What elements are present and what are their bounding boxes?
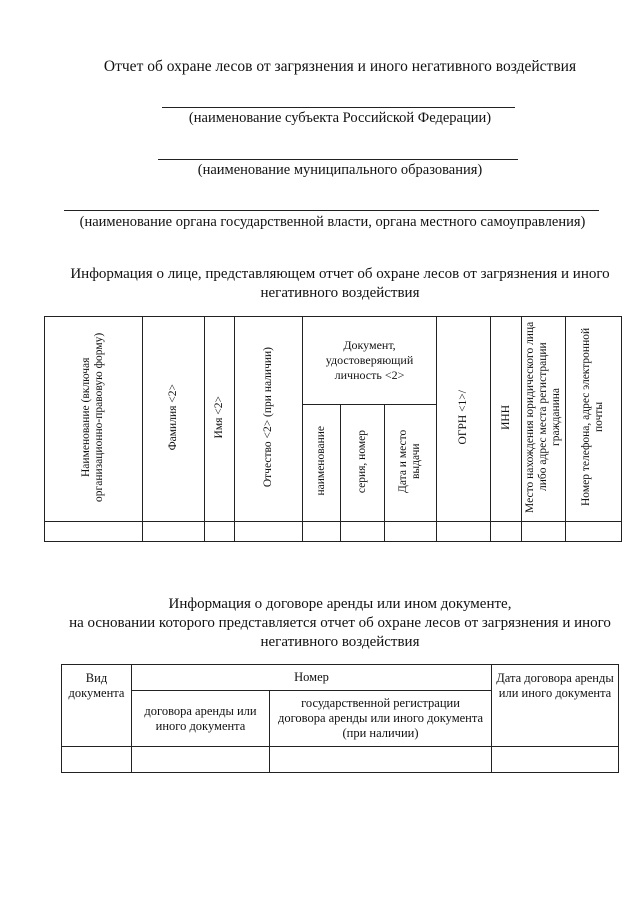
authority-caption: (наименование органа государственной власти, органа местного самоуправления) <box>79 214 586 230</box>
authority-underline <box>64 210 599 211</box>
col-doc-date <box>385 405 437 522</box>
cell-empty[interactable] <box>522 522 566 542</box>
col-name-org <box>45 317 143 522</box>
person-section-heading <box>40 265 640 303</box>
col-surname <box>143 317 205 522</box>
col-doc-series-label: серия, номер <box>356 429 368 493</box>
col-location <box>522 317 566 522</box>
cell-empty[interactable] <box>341 522 385 542</box>
contract-heading-line3: негативного воздействия <box>260 634 420 650</box>
col-number-header <box>132 665 492 691</box>
col-patronymic <box>235 317 303 522</box>
person-heading-line1: Информация о лице, представляющем отчет об охране лесов от загрязнения и иного <box>70 266 610 282</box>
col-number-header-label: Номер <box>294 670 329 684</box>
cell-empty[interactable] <box>45 522 143 542</box>
col-registration-number <box>270 691 492 747</box>
col-contacts <box>566 317 622 522</box>
cell-empty[interactable] <box>143 522 205 542</box>
report-title: Отчет об охране лесов от загрязнения и иного негативного воздействия <box>103 58 577 75</box>
col-doc-name-label: наименование <box>315 426 327 496</box>
contract-heading-line1: Информация о договоре аренды или ином документе, <box>168 596 512 612</box>
col-ogrn <box>437 317 491 522</box>
col-contract-date <box>492 665 619 747</box>
cell-empty[interactable] <box>303 522 341 542</box>
subject-underline <box>162 107 515 108</box>
cell-empty[interactable] <box>270 747 492 773</box>
col-first-name-label: Имя <2> <box>213 395 225 439</box>
municipal-underline <box>158 159 518 160</box>
col-contract-number <box>132 691 270 747</box>
person-info-table <box>44 316 622 542</box>
cell-empty[interactable] <box>566 522 622 542</box>
contract-section-heading <box>40 595 640 652</box>
cell-empty[interactable] <box>385 522 437 542</box>
cell-empty[interactable] <box>235 522 303 542</box>
col-inn-label: ИНН <box>499 404 512 430</box>
contract-info-table <box>61 664 619 773</box>
col-contract-date-label: Дата договора аренды или иного документа <box>496 671 614 700</box>
col-doc-series <box>341 405 385 522</box>
col-doc-name <box>303 405 341 522</box>
cell-empty[interactable] <box>437 522 491 542</box>
col-registration-number-label: государственной регистрации договора аренды или иного документа (при наличии) <box>277 696 484 740</box>
contract-data-row <box>62 747 619 773</box>
col-surname-label: Фамилия <2> <box>167 383 179 451</box>
col-document-header-label: Документ, удостоверяющий личность <2> <box>325 338 414 383</box>
cell-empty[interactable] <box>492 747 619 773</box>
cell-empty[interactable] <box>491 522 522 542</box>
municipal-caption: (наименование муниципального образования) <box>197 162 483 178</box>
subject-caption: (наименование субъекта Российской Федерации) <box>188 110 492 126</box>
col-document-header <box>303 317 437 405</box>
col-patronymic-label: Отчество <2> (при наличии) <box>262 346 274 488</box>
col-first-name <box>205 317 235 522</box>
col-doc-type-label: Вид документа <box>68 671 125 700</box>
cell-empty[interactable] <box>132 747 270 773</box>
col-doc-type <box>62 665 132 747</box>
col-doc-date-label: Дата и место выдачи <box>396 429 422 493</box>
cell-empty[interactable] <box>62 747 132 773</box>
col-location-label: Место нахождения юридического лица либо адрес места регистрации гражданина <box>523 321 562 513</box>
col-contacts-label: Номер телефона, адрес электронной почты <box>579 327 605 507</box>
col-name-org-label: Наименование (включая организационно-правовую форму) <box>79 332 105 502</box>
col-ogrn-label: ОГРН <1>/ <box>457 389 470 445</box>
col-contract-number-label: договора аренды или иного документа <box>144 703 257 733</box>
cell-empty[interactable] <box>205 522 235 542</box>
person-data-row <box>45 522 622 542</box>
person-heading-line2: негативного воздействия <box>260 285 420 301</box>
contract-heading-line2: на основании которого представляется отчет об охране лесов от загрязнения и иного <box>69 615 611 631</box>
col-inn <box>491 317 522 522</box>
